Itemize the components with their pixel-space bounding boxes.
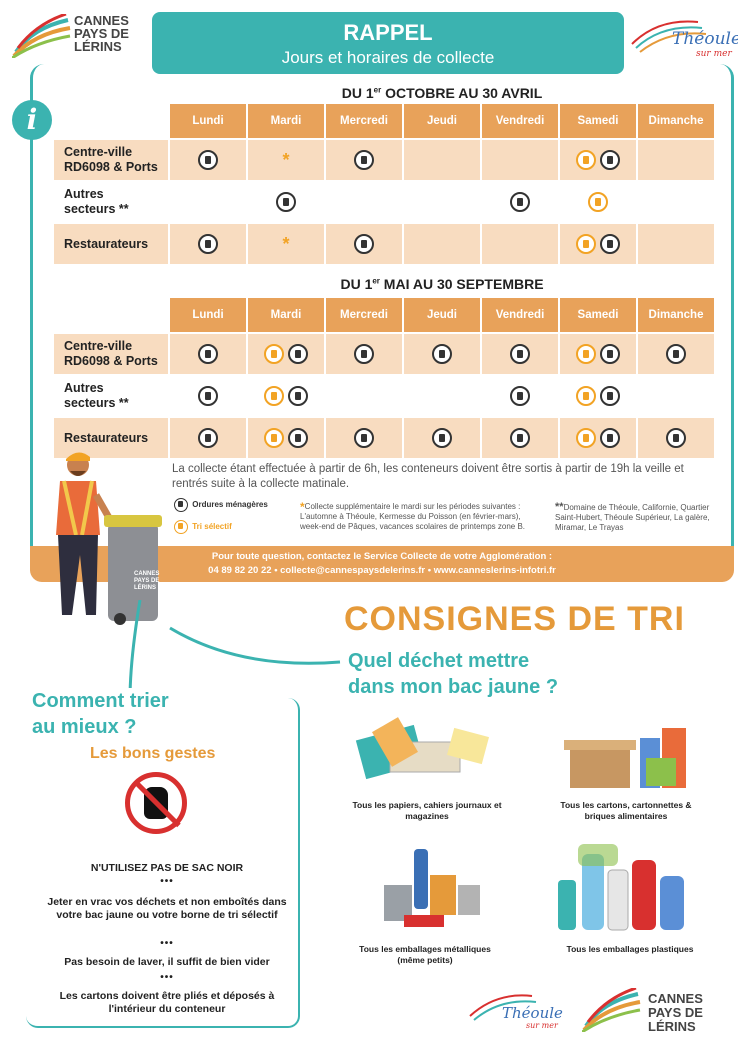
- recycling-bin-icon: [264, 428, 284, 448]
- recycling-bin-icon: [576, 150, 596, 170]
- recycling-bin-icon: [264, 344, 284, 364]
- row-label: [54, 334, 168, 374]
- schedule-cell: [248, 140, 324, 180]
- schedule-cell: [560, 418, 636, 458]
- schedule-cell: [170, 334, 246, 374]
- dstar-note-text: Domaine de Théoule, Californie, Quartier Saint-Hubert, Théoule Supérieur, La galère, Miramar, Le Trayas: [555, 503, 710, 532]
- contact-line: Pour toute question, contactez le Service Collecte de votre Agglomération :: [211, 551, 553, 562]
- bons-gestes-title: Les bons gestes: [90, 745, 216, 762]
- how-line: Comment trier: [32, 690, 169, 712]
- household-bin-icon: [666, 428, 686, 448]
- household-bin-icon: [198, 428, 218, 448]
- recycling-bin-icon: [588, 192, 608, 212]
- schedule-cell: [638, 140, 714, 180]
- metal-packaging-illustration: [364, 845, 484, 935]
- schedule-cell: [248, 224, 324, 264]
- household-bin-icon: [510, 428, 530, 448]
- schedule-row: [54, 224, 714, 264]
- schedule-cell: [404, 376, 480, 416]
- schedule-cell: [326, 182, 402, 222]
- row-label-line: RD6098 & Ports: [64, 354, 158, 368]
- item-caption: Tous les papiers, cahiers journaux et magazines: [352, 800, 502, 821]
- period-title: [172, 85, 712, 101]
- row-label-line: RD6098 & Ports: [64, 160, 158, 174]
- day-header: Jeudi: [404, 298, 480, 332]
- question-title: [348, 648, 558, 700]
- schedule-cell: [404, 140, 480, 180]
- schedule-cell: [482, 224, 558, 264]
- item-caption: Tous les emballages métalliques (même petits): [359, 944, 491, 965]
- household-bin-icon: [600, 234, 620, 254]
- schedule-cell: [248, 182, 324, 222]
- row-label-line: secteurs **: [64, 396, 129, 410]
- day-header: Vendredi: [482, 298, 558, 332]
- household-bin-icon: [510, 192, 530, 212]
- schedule-cell: [170, 140, 246, 180]
- plastic-packaging-illustration: [548, 840, 698, 935]
- bin-label: CANNES: [134, 571, 160, 577]
- cannes-pays-de-lerins-logo: [12, 10, 142, 60]
- day-header: Mercredi: [326, 298, 402, 332]
- schedule-cell: [248, 418, 324, 458]
- recycling-bin-icon: [576, 428, 596, 448]
- household-bin-icon: [288, 428, 308, 448]
- day-header: Mercredi: [326, 104, 402, 138]
- household-bin-icon: [600, 428, 620, 448]
- no-black-bag-icon: [125, 772, 187, 834]
- day-header: Dimanche: [638, 298, 714, 332]
- cannes-pays-de-lerins-logo-bottom: [582, 988, 712, 1032]
- gesture-3: Pas besoin de laver, il suffit de bien vider: [64, 956, 270, 968]
- schedule-cell: [560, 224, 636, 264]
- schedule-cell: [170, 376, 246, 416]
- schedule-cell: [638, 334, 714, 374]
- household-bin-icon: [600, 150, 620, 170]
- schedule-cell: [326, 140, 402, 180]
- how-line: au mieux ?: [32, 716, 137, 738]
- schedule-table-winter: [52, 102, 716, 266]
- info-icon: i: [12, 100, 52, 140]
- schedule-cell: [638, 376, 714, 416]
- header-blank: [54, 104, 168, 138]
- day-header: Mardi: [248, 104, 324, 138]
- period-title-part: OCTOBRE AU 30 AVRIL: [381, 85, 543, 101]
- theoule-logo-bottom: [468, 990, 568, 1030]
- item-caption: Tous les cartons, cartonnettes & briques alimentaires: [560, 800, 692, 821]
- schedule-cell: [482, 418, 558, 458]
- schedule-cell: [326, 334, 402, 374]
- worker-illustration: [50, 445, 170, 625]
- schedule-cell: [638, 182, 714, 222]
- day-header: Jeudi: [404, 104, 480, 138]
- day-header: Mardi: [248, 298, 324, 332]
- household-bin-icon: [432, 344, 452, 364]
- theoule-logo-text: Théoule: [502, 1004, 563, 1022]
- schedule-cell: [326, 224, 402, 264]
- period-title: [172, 276, 712, 292]
- papers-illustration: [350, 712, 500, 792]
- cardboard-illustration: [560, 718, 700, 798]
- bin-label: LÉRINS: [134, 585, 157, 591]
- day-header: Dimanche: [638, 104, 714, 138]
- star-footnote: *Collecte supplémentaire le mardi sur les périodes suivantes : L'automne à Théoule, Kermesse du Poisson (en février-mars), week-end de Pâques, vacances scolaires de printemps zone B.: [300, 500, 526, 532]
- recycling-bin-icon: [576, 234, 596, 254]
- schedule-row: [54, 334, 714, 374]
- legend-ts: [172, 520, 232, 534]
- schedule-cell: [326, 418, 402, 458]
- period-title-part: MAI AU 30 SEPTEMBRE: [379, 276, 544, 292]
- recycling-bin-icon: [264, 386, 284, 406]
- theoule-logo: [628, 14, 738, 58]
- household-bin-icon: [198, 386, 218, 406]
- row-label: [54, 376, 168, 416]
- legend-om: [172, 498, 268, 512]
- recycling-bin-icon: [576, 386, 596, 406]
- logo-line: CANNES: [648, 991, 703, 1006]
- period-title-part: DU 1: [341, 85, 374, 101]
- household-bin-icon: [666, 344, 686, 364]
- row-label-line: Autres: [64, 187, 104, 201]
- household-bin-icon: [354, 150, 374, 170]
- row-label-line: secteurs **: [64, 202, 129, 216]
- schedule-row: [54, 182, 714, 222]
- legend-label: Tri sélectif: [192, 522, 232, 532]
- theoule-logo-sub: sur mer: [526, 1021, 558, 1030]
- page-title: RAPPEL: [343, 20, 433, 45]
- gesture-4: Les cartons doivent être pliés et déposés à l'intérieur du conteneur: [59, 990, 275, 1015]
- page-subtitle: Jours et horaires de collecte: [281, 48, 495, 67]
- household-bin-icon: [276, 192, 296, 212]
- period-title-part: DU 1: [340, 276, 373, 292]
- row-label: [54, 224, 168, 264]
- contact-info[interactable]: 04 89 82 20 22 • collecte@cannespaysdelerins.fr • www.canneslerins-infotri.fr: [208, 565, 556, 576]
- row-label-line: Restaurateurs: [64, 430, 149, 445]
- schedule-cell: [482, 334, 558, 374]
- household-bin-icon: [198, 150, 218, 170]
- logo-line: LÉRINS: [74, 39, 122, 54]
- logo-line: LÉRINS: [648, 1019, 696, 1034]
- logo-line: CANNES: [74, 13, 129, 28]
- household-bin-icon: [354, 234, 374, 254]
- schedule-cell: [170, 224, 246, 264]
- day-header: Samedi: [560, 298, 636, 332]
- schedule-row: [54, 140, 714, 180]
- schedule-cell: [560, 376, 636, 416]
- schedule-cell: [404, 418, 480, 458]
- household-bin-icon: [288, 386, 308, 406]
- schedule-cell: [248, 334, 324, 374]
- recycling-bin-icon: [576, 344, 596, 364]
- period-title-sup: er: [372, 276, 380, 286]
- schedule-cell: [560, 140, 636, 180]
- household-bin-icon: [288, 344, 308, 364]
- household-bin-icon: [600, 344, 620, 364]
- day-header: Lundi: [170, 104, 246, 138]
- separator-dots: •••: [160, 938, 174, 949]
- gesture-1: N'UTILISEZ PAS DE SAC NOIR: [90, 862, 244, 874]
- theoule-logo-sub: sur mer: [696, 49, 732, 58]
- household-bin-icon: [510, 344, 530, 364]
- collection-note: La collecte étant effectuée à partir de 6h, les conteneurs doivent être sortis à partir de 19h la veille et rentrés suite à la collecte matinale.: [172, 463, 684, 490]
- logo-line: PAYS DE: [74, 26, 129, 41]
- how-title: [32, 688, 175, 740]
- schedule-cell: [482, 182, 558, 222]
- row-label: [54, 182, 168, 222]
- consignes-title: CONSIGNES DE TRI: [344, 600, 685, 638]
- schedule-table-summer: [52, 296, 716, 460]
- household-bin-icon: [198, 344, 218, 364]
- schedule-cell: [638, 224, 714, 264]
- day-header: Lundi: [170, 298, 246, 332]
- day-header: Samedi: [560, 104, 636, 138]
- day-header: Vendredi: [482, 104, 558, 138]
- double-star-footnote: **Domaine de Théoule, Californie, Quartier Saint-Hubert, Théoule Supérieur, La galère, Miramar, Le Trayas: [555, 501, 710, 532]
- question-line: dans mon bac jaune ?: [348, 676, 559, 698]
- schedule-row: [54, 376, 714, 416]
- question-line: Quel déchet mettre: [348, 650, 530, 672]
- schedule-cell: [170, 418, 246, 458]
- schedule-cell: [326, 376, 402, 416]
- star-note-text: Collecte supplémentaire le mardi sur les périodes suivantes : L'automne à Théoule, Kermesse du Poisson (en février-mars), week-end de Pâques, vacances scolaires de printemps zone B.: [300, 502, 526, 532]
- row-label-line: Autres: [64, 381, 104, 395]
- schedule-cell: [638, 418, 714, 458]
- separator-dots: •••: [160, 972, 174, 983]
- row-label-line: Restaurateurs: [64, 236, 149, 251]
- extra-collection-star: *: [282, 233, 290, 254]
- period-title-sup: er: [373, 85, 382, 95]
- schedule-cell: [560, 182, 636, 222]
- household-bin-icon: [600, 386, 620, 406]
- schedule-cell: [560, 334, 636, 374]
- schedule-cell: [404, 224, 480, 264]
- item-caption: Tous les emballages plastiques: [566, 944, 694, 954]
- row-label-line: Centre-ville: [64, 339, 133, 353]
- row-label: [54, 140, 168, 180]
- legend-label: Ordures ménagères: [192, 500, 268, 510]
- schedule-cell: [170, 182, 246, 222]
- header-blank: [54, 298, 168, 332]
- household-bin-icon: [354, 344, 374, 364]
- extra-collection-star: *: [282, 149, 290, 170]
- household-bin-icon: [510, 386, 530, 406]
- schedule-cell: [248, 376, 324, 416]
- schedule-cell: [404, 182, 480, 222]
- household-waste-icon: [174, 498, 188, 512]
- schedule-cell: [404, 334, 480, 374]
- household-bin-icon: [432, 428, 452, 448]
- household-bin-icon: [198, 234, 218, 254]
- household-bin-icon: [354, 428, 374, 448]
- separator-dots: •••: [160, 876, 174, 887]
- schedule-cell: [482, 140, 558, 180]
- theoule-logo-text: Théoule: [672, 29, 738, 49]
- logo-line: PAYS DE: [648, 1005, 703, 1020]
- schedule-cell: [482, 376, 558, 416]
- gesture-2: Jeter en vrac vos déchets et non emboîtés dans votre bac jaune ou votre borne de tri sélectif: [47, 896, 287, 921]
- recycling-icon: [174, 520, 188, 534]
- bin-label: PAYS DE: [134, 578, 160, 584]
- row-label-line: Centre-ville: [64, 145, 133, 159]
